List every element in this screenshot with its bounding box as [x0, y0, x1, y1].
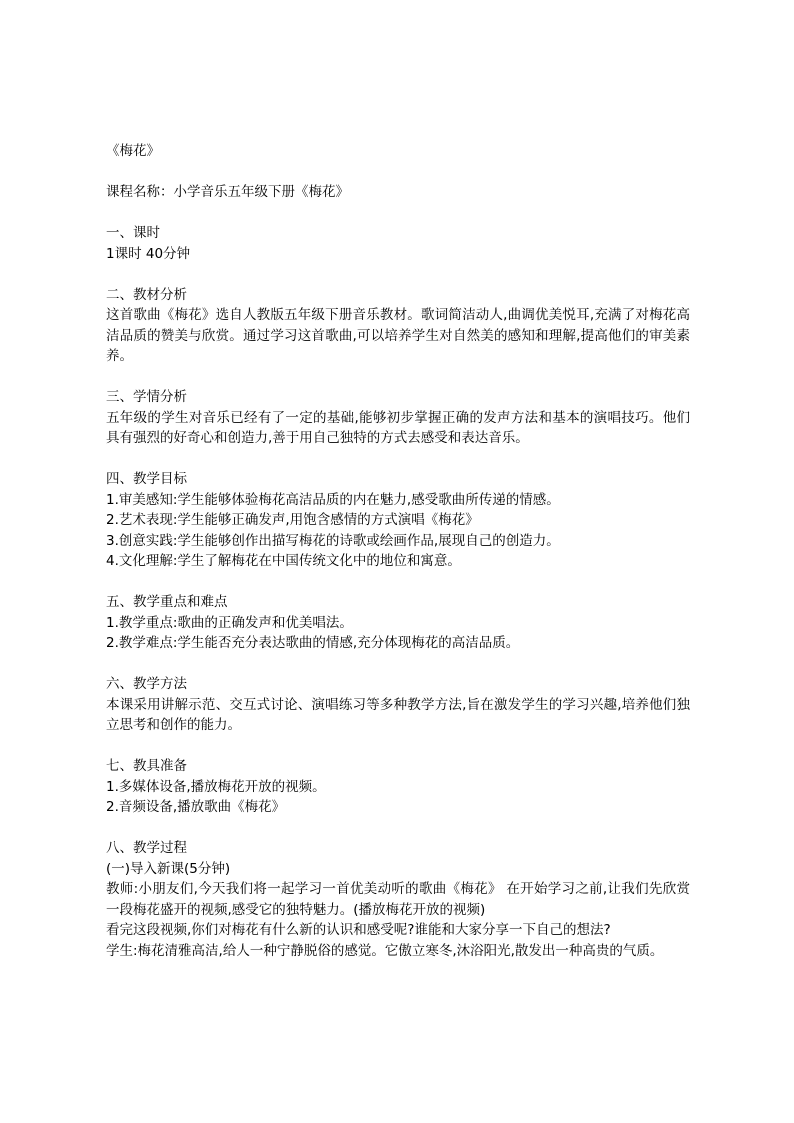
- section-heading-student-analysis: 三、学情分析: [106, 389, 187, 405]
- section-heading-material-analysis: 二、教材分析: [106, 286, 187, 303]
- section-heading-key-points: 五、教学重点和难点: [106, 594, 228, 610]
- spacer: [106, 572, 690, 593]
- document-title: 《梅花》: [106, 143, 160, 159]
- key-point-item: 2.教学难点:学生能否充分表达歌曲的情感,充分体现梅花的高洁品质。: [106, 635, 520, 651]
- teacher-dialogue: 教师:小朋友们,今天我们将一起学习一首优美动听的歌曲《梅花》 在开始学习之前,让我们先欣赏一段梅花盛开的视频,感受它的独特魅力。(播放梅花开放的视频): [106, 881, 690, 918]
- process-subheading: (一)导入新课(5分钟): [106, 860, 231, 877]
- student-dialogue: 学生:梅花清雅高洁,给人一种宁静脱俗的感觉。它傲立寒冬,沐浴阳光,散发出一种高贵的气质。: [106, 942, 664, 959]
- section-heading-teaching-process: 八、教学过程: [106, 840, 187, 856]
- teaching-goal-item: 3.创意实践:学生能够创作出描写梅花的诗歌或绘画作品,展现自己的创造力。: [106, 532, 560, 549]
- spacer: [106, 203, 690, 224]
- teaching-goal-item: 1.审美感知:学生能够体验梅花高洁品质的内在魅力,感受歌曲所传递的情感。: [106, 491, 560, 508]
- teaching-aid-item: 1.多媒体设备,播放梅花开放的视频。: [106, 778, 326, 795]
- material-analysis-paragraph: 这首歌曲《梅花》选自人教版五年级下册音乐教材。歌词简洁动人,曲调优美悦耳,充满了对梅花高洁品质的赞美与欣赏。通过学习这首歌曲,可以培养学生对自然美的感知和理解,提高他们的审美素养。: [106, 307, 690, 364]
- section-heading-class-hours: 一、课时: [106, 225, 160, 241]
- section-heading-teaching-methods: 六、教学方法: [106, 676, 187, 692]
- teaching-aid-item: 2.音频设备,播放歌曲《梅花》: [106, 799, 286, 815]
- course-name: 课程名称：小学音乐五年级下册《梅花》: [106, 184, 349, 200]
- teaching-methods-paragraph: 本课采用讲解示范、交互式讨论、演唱练习等多种教学方法,旨在激发学生的学习兴趣,培养他们独立思考和创作的能力。: [106, 696, 690, 733]
- teaching-goal-item: 4.文化理解:学生了解梅花在中国传统文化中的地位和寓意。: [106, 553, 461, 569]
- spacer: [106, 449, 690, 470]
- spacer: [106, 264, 690, 285]
- spacer: [106, 162, 690, 183]
- section-heading-teaching-aids: 七、教具准备: [106, 758, 187, 774]
- spacer: [106, 818, 690, 839]
- class-hours-value: 1课时 40分钟: [106, 245, 191, 262]
- document-body: [106, 141, 690, 961]
- teaching-goal-item: 2.艺术表现:学生能够正确发声,用饱含感情的方式演唱《梅花》: [106, 512, 479, 528]
- teacher-question: 看完这段视频,你们对梅花有什么新的认识和感受呢?谁能和大家分享一下自己的想法?: [106, 922, 611, 938]
- spacer: [106, 736, 690, 757]
- student-analysis-paragraph: 五年级的学生对音乐已经有了一定的基础,能够初步掌握正确的发声方法和基本的演唱技巧。他们具有强烈的好奇心和创造力,善于用自己独特的方式去感受和表达音乐。: [106, 409, 690, 446]
- spacer: [106, 367, 690, 388]
- section-heading-teaching-goals: 四、教学目标: [106, 471, 187, 487]
- spacer: [106, 654, 690, 675]
- key-point-item: 1.教学重点:歌曲的正确发声和优美唱法。: [106, 614, 353, 631]
